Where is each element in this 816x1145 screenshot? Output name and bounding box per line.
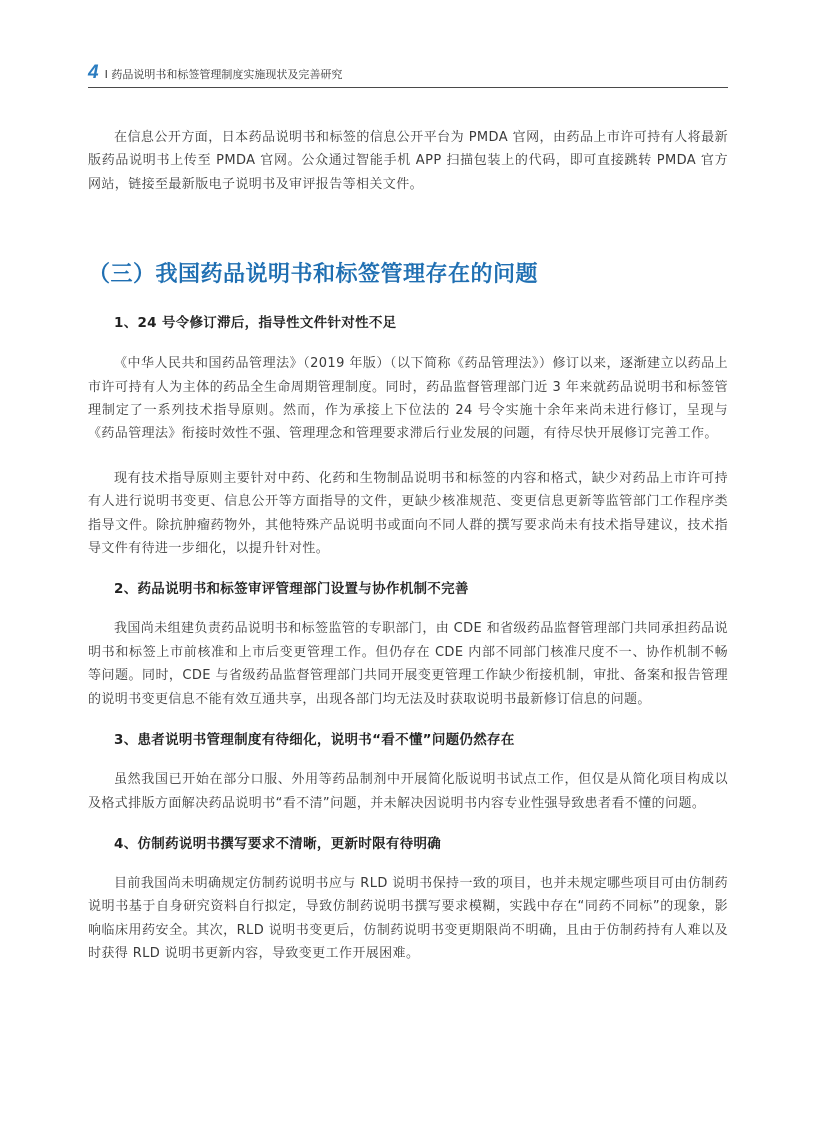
- subsection-heading-1: 1、24 号令修订滞后，指导性文件针对性不足: [114, 315, 397, 332]
- subsection-heading-3: 3、患者说明书管理制度有待细化，说明书“看不懂”问题仍然存在: [114, 732, 515, 749]
- subsection-heading-2: 2、药品说明书和标签审评管理部门设置与协作机制不完善: [114, 581, 469, 598]
- running-header: [88, 62, 728, 88]
- section-heading: （三）我国药品说明书和标签管理存在的问题: [88, 262, 539, 288]
- subsection-4-paragraph-1: 目前我国尚未明确规定仿制药说明书应与 RLD 说明书保持一致的项目，也并未规定哪些项目可由仿制药说明书基于自身研究资料自行拟定，导致仿制药说明书撰写要求模糊，实践中存在“同药不同标”的现象，影响临床用药安全。其次，RLD 说明书变更后，仿制药说明书变更期限尚不明确，且由于仿制药持有人难以及时获得 RLD 说明书更新内容，导致变更工作开展困难。: [88, 875, 728, 962]
- intro-paragraph: 在信息公开方面，日本药品说明书和标签的信息公开平台为 PMDA 官网，由药品上市许可持有人将最新版药品说明书上传至 PMDA 官网。公众通过智能手机 APP 扫描包装上的代码，即可直接跳转 PMDA 官方网站，链接至最新版电子说明书及审评报告等相关文件。: [88, 130, 728, 192]
- subsection-1-paragraph-2: 现有技术指导原则主要针对中药、化药和生物制品说明书和标签的内容和格式，缺少对药品上市许可持有人进行说明书变更、信息公开等方面指导的文件，更缺少核准规范、变更信息更新等监管部门工作程序类指导文件。除抗肿瘤药物外，其他特殊产品说明书或面向不同人群的撰写要求尚未有技术指导建议，技术指导文件有待进一步细化，以提升针对性。: [88, 470, 728, 557]
- main-content: [88, 126, 728, 966]
- subsection-heading-4: 4、仿制药说明书撰写要求不清晰，更新时限有待明确: [114, 835, 442, 852]
- subsection-3-paragraph-1: 虽然我国已开始在部分口服、外用等药品制剂中开展简化版说明书试点工作，但仅是从简化项目构成以及格式排版方面解决药品说明书“看不清”问题，并未解决因说明书内容专业性强导致患者看不懂的问题。: [88, 772, 728, 811]
- page-number: 4: [88, 62, 99, 83]
- running-header-title: I 药品说明书和标签管理制度实施现状及完善研究: [104, 68, 343, 81]
- subsection-1-paragraph-1: 《中华人民共和国药品管理法》（2019 年版）（以下简称《药品管理法》）修订以来，逐渐建立以药品上市许可持有人为主体的药品全生命周期管理制度。同时，药品监督管理部门近 3 年来就药品说明书和标签管理制定了一系列技术指导原则。然而，作为承接上下位法的 24 号令实施十余年来尚未进行修订，呈现与《药品管理法》衔接时效性不强、管理理念和管理要求滞后行业发展的问题，有待尽快开展修订完善工作。: [88, 356, 728, 442]
- subsection-2-paragraph-1: 我国尚未组建负责药品说明书和标签监管的专职部门，由 CDE 和省级药品监督管理部门共同承担药品说明书和标签上市前核准和上市后变更管理工作。但仍存在 CDE 内部不同部门核准尺度不一、协作机制不畅等问题。同时，CDE 与省级药品监督管理部门共同开展变更管理工作缺少衔接机制，审批、备案和报告管理的说明书变更信息不能有效互通共享，出现各部门均无法及时获取说明书最新修订信息的问题。: [88, 621, 728, 707]
